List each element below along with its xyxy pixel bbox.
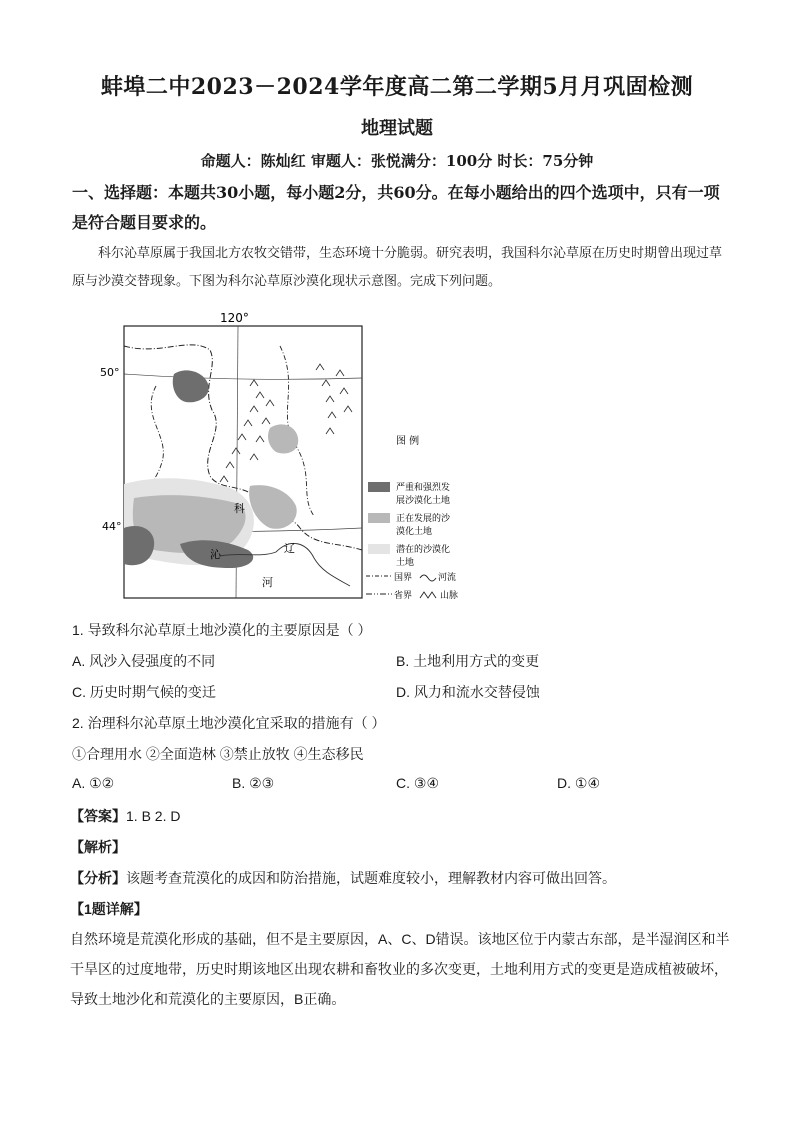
map-legend — [366, 434, 458, 601]
lon-label: 120° — [220, 311, 249, 325]
question-2-option-b[interactable]: B. ②③ — [232, 775, 275, 791]
place-label: 辽 — [284, 542, 295, 555]
desertification-map — [100, 306, 480, 606]
answer-line — [70, 806, 180, 826]
question-1-option-d[interactable]: D. 风力和流水交替侵蚀 — [396, 684, 540, 700]
answer-text: 1. B 2. D — [126, 808, 181, 824]
legend-developing-line1: 正在发展的沙 — [396, 514, 451, 524]
page-subtitle: 地理试题 — [361, 118, 433, 139]
legend-severe-swatch — [368, 482, 390, 492]
question-1-option-b[interactable]: B. 土地利用方式的变更 — [396, 653, 540, 669]
legend-mountain-symbol — [420, 592, 436, 598]
detail-label: 【1题详解】 — [70, 901, 148, 917]
question-1-stem: 1. 导致科尔沁草原土地沙漠化的主要原因是（ ） — [72, 622, 372, 638]
section-heading: 一、选择题：本题共30小题，每小题2分，共60分。在每小题给出的四个选项中，只有一项是符合题目要求的。 — [72, 183, 720, 232]
place-label: 沁 — [210, 548, 221, 561]
lat-label-50: 50° — [100, 366, 120, 379]
exam-meta: 命题人：陈灿红 审题人：张悦满分：100分 时长：75分钟 — [200, 152, 594, 170]
legend-potential-swatch — [368, 544, 390, 554]
fenxi-line — [70, 868, 616, 888]
legend-province-border: 省界 — [394, 591, 413, 601]
detail-paragraph: 自然环境是荒漠化形成的基础，但不是主要原因，A、C、D错误。该地区位于内蒙古东部，是半湿润区和半干旱区的过度地带，历史时期该地区出现农耕和畜牧业的多次变更，土地利用方式的变更是造成植被破坏，导致土地沙化和荒漠化的主要原因，B正确。 — [70, 931, 730, 1007]
question-2-option-a[interactable]: A. ①② — [72, 775, 115, 791]
place-label: 河 — [262, 576, 273, 589]
intro-paragraph: 科尔沁草原属于我国北方农牧交错带，生态环境十分脆弱。研究表明，我国科尔沁草原在历史时期曾出现过草原与沙漠交替现象。下图为科尔沁草原沙漠化现状示意图。完成下列问题。 — [72, 246, 723, 289]
legend-potential-line2: 土地 — [396, 558, 415, 568]
legend-country-border: 国界 — [394, 573, 413, 583]
legend-severe-line1: 严重和强烈发 — [396, 483, 451, 493]
question-1-option-c[interactable]: C. 历史时期气候的变迁 — [72, 684, 216, 700]
analysis-label: 【解析】 — [70, 839, 126, 855]
legend-river: 河流 — [438, 573, 457, 583]
fenxi-label: 【分析】 — [70, 870, 126, 886]
legend-river-symbol — [420, 575, 436, 581]
page-title: 蚌埠二中2023－2024学年度高二第二学期5月月巩固检测 — [100, 74, 694, 100]
question-2-option-c[interactable]: C. ③④ — [396, 775, 439, 791]
question-2-option-d[interactable]: D. ①④ — [557, 775, 600, 791]
place-label: 科 — [234, 502, 245, 515]
question-1-option-a[interactable]: A. 风沙入侵强度的不同 — [72, 653, 216, 669]
legend-developing-line2: 漠化土地 — [396, 527, 433, 537]
question-2-measures: ①合理用水 ②全面造林 ③禁止放牧 ④生态移民 — [72, 746, 364, 762]
legend-developing-swatch — [368, 513, 390, 523]
answer-label: 【答案】 — [70, 808, 126, 824]
fenxi-text: 该题考查荒漠化的成因和防治措施，试题难度较小，理解教材内容可做出回答。 — [126, 870, 616, 886]
question-2-stem: 2. 治理科尔沁草原土地沙漠化宜采取的措施有（ ） — [72, 715, 386, 731]
legend-mountain: 山脉 — [440, 591, 459, 601]
legend-title: 图 例 — [396, 436, 420, 447]
legend-potential-line1: 潜在的沙漠化 — [396, 545, 451, 555]
lat-label-44: 44° — [102, 520, 122, 533]
legend-severe-line2: 展沙漠化土地 — [396, 496, 451, 506]
